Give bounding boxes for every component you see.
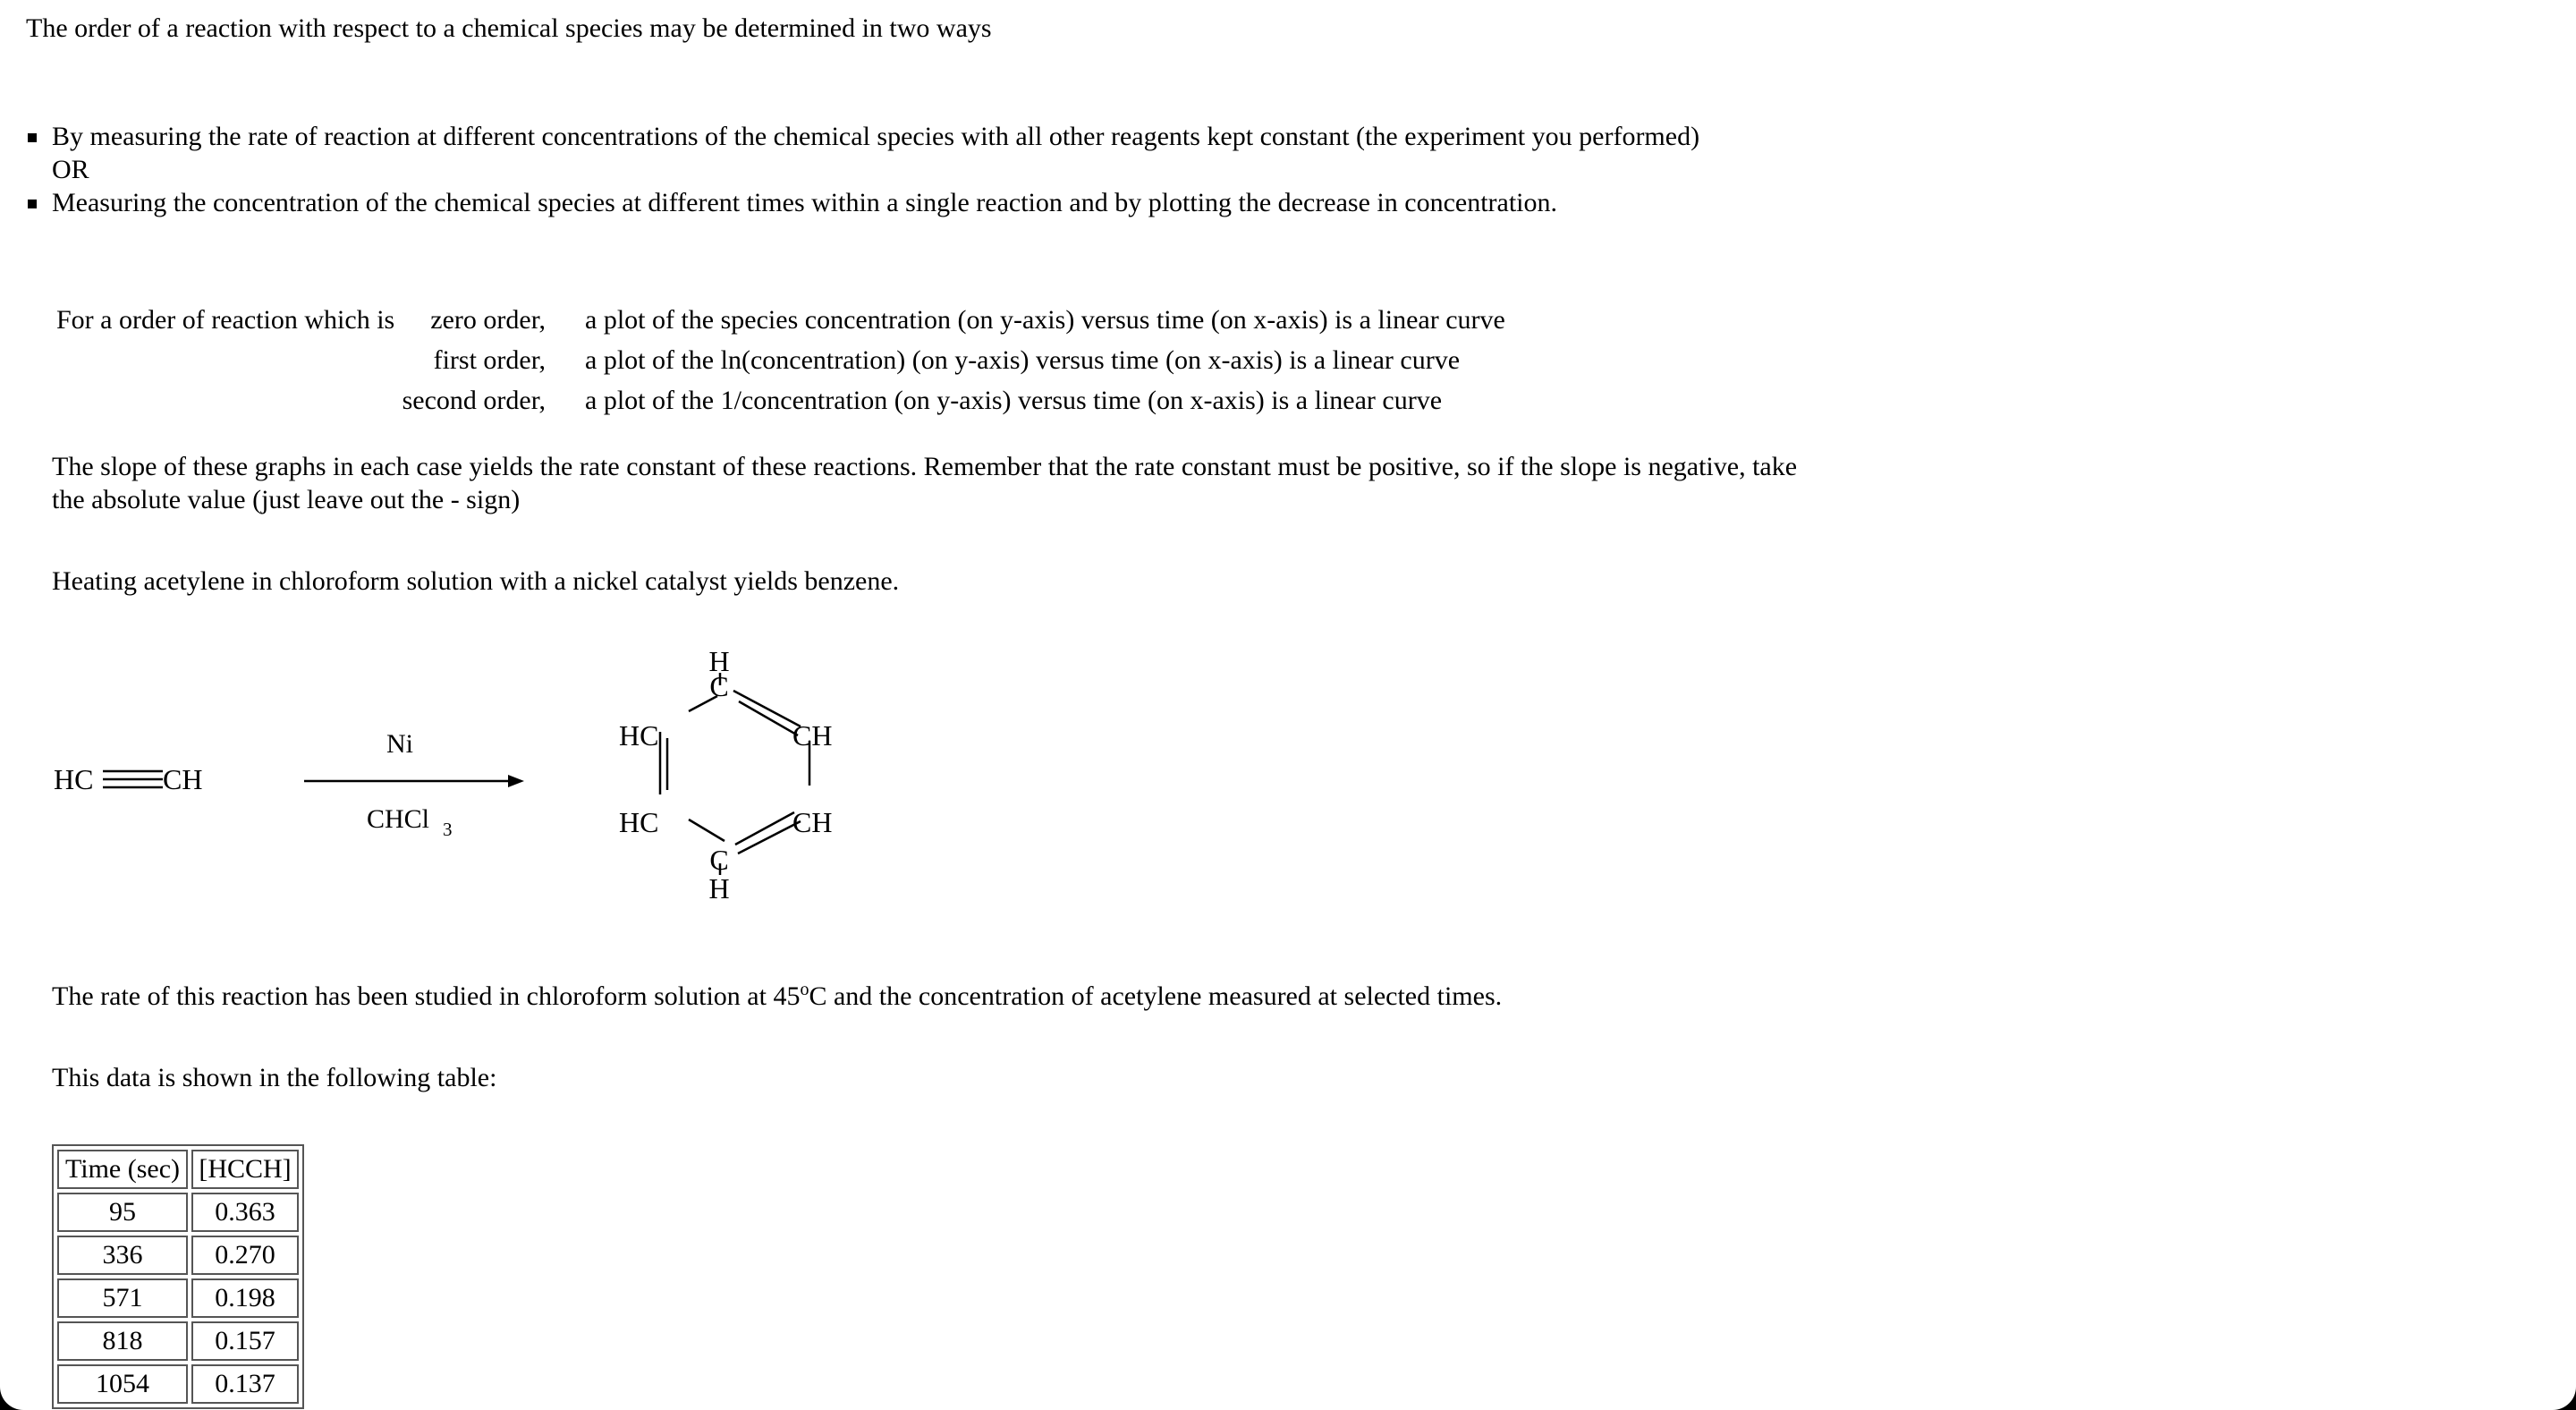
conc-cell: 0.363 — [191, 1193, 299, 1232]
table-row — [57, 1236, 299, 1275]
table-intro: This data is shown in the following table: — [52, 1063, 497, 1092]
ring-top-c: C — [709, 670, 729, 702]
order-desc-first: a plot of the ln(concentration) (on y-axis) versus time (on x-axis) is a linear curve — [585, 345, 1461, 375]
header-time: Time (sec) — [57, 1150, 188, 1189]
intro-text: The order of a reaction with respect to a chemical species may be determined in two ways — [26, 13, 992, 43]
solvent-subscript: 3 — [443, 819, 453, 840]
acetylene-right-text: CH — [163, 763, 203, 795]
time-cell: 95 — [57, 1193, 188, 1232]
method-list — [26, 120, 1725, 219]
ring-lower-right: CH — [792, 806, 833, 838]
ring-lower-left: HC — [619, 806, 659, 838]
table-row — [57, 1321, 299, 1361]
table-header-row — [57, 1150, 299, 1189]
rate-text-before: The rate of this reaction has been studied in chloroform solution at 45 — [52, 981, 801, 1011]
reaction-diagram — [0, 626, 894, 930]
table-row — [57, 1364, 299, 1404]
acetylene-left-text: HC — [54, 763, 94, 795]
list-item-text: Measuring the concentration of the chemical species at different times within a single reaction and by plotting the decrease in concentration. — [52, 188, 1558, 217]
order-lead-text: For a order of reaction which is — [56, 305, 395, 335]
conc-cell: 0.270 — [191, 1236, 299, 1275]
conc-cell: 0.198 — [191, 1278, 299, 1318]
ring-bottom-c: C — [709, 844, 729, 876]
benzene-ring-bonds — [660, 673, 809, 875]
conc-cell: 0.137 — [191, 1364, 299, 1404]
order-desc-zero: a plot of the species concentration (on y-axis) versus time (on x-axis) is a linear curve — [585, 305, 1505, 335]
time-cell: 571 — [57, 1278, 188, 1318]
conc-cell: 0.157 — [191, 1321, 299, 1361]
list-item — [26, 186, 1725, 219]
arrow-head-icon — [508, 775, 524, 787]
order-desc-second: a plot of the 1/concentration (on y-axis) versus time (on x-axis) is a linear curve — [585, 386, 1443, 415]
rate-text-after: C and the concentration of acetylene measured at selected times. — [809, 981, 1503, 1011]
time-cell: 818 — [57, 1321, 188, 1361]
order-label-first: first order, — [433, 345, 546, 375]
bullet-square-icon — [28, 133, 37, 142]
solvent-label: CHCl — [367, 804, 430, 834]
order-label-zero: zero order, — [430, 305, 546, 335]
header-hcch: [HCCH] — [191, 1150, 299, 1189]
reaction-scheme — [0, 626, 894, 930]
slope-note: The slope of these graphs in each case yields the rate constant of these reactions. Remember that the rate constant must be positive, so if the slope is negative, take the absolute value (just leave out the - sign) — [52, 452, 1798, 514]
ring-upper-right: CH — [792, 719, 833, 752]
list-item — [26, 120, 1725, 186]
ring-bottom-h: H — [708, 872, 730, 905]
time-cell: 1054 — [57, 1364, 188, 1404]
time-cell: 336 — [57, 1236, 188, 1275]
ring-upper-left: HC — [619, 719, 659, 752]
degree-superscript: o — [800, 980, 809, 999]
list-item-text: By measuring the rate of reaction at different concentrations of the chemical species with all other reagents kept constant (the experiment you performed) OR — [52, 122, 1700, 184]
bullet-square-icon — [28, 200, 37, 208]
order-label-second: second order, — [402, 386, 546, 415]
table-row — [57, 1278, 299, 1318]
rate-text — [52, 980, 1502, 1013]
ring-top-h: H — [708, 645, 730, 677]
heating-text: Heating acetylene in chloroform solution with a nickel catalyst yields benzene. — [52, 566, 900, 596]
table-row — [57, 1193, 299, 1232]
catalyst-label: Ni — [386, 729, 413, 759]
triple-bond-icon — [103, 771, 163, 787]
data-table — [52, 1144, 304, 1409]
